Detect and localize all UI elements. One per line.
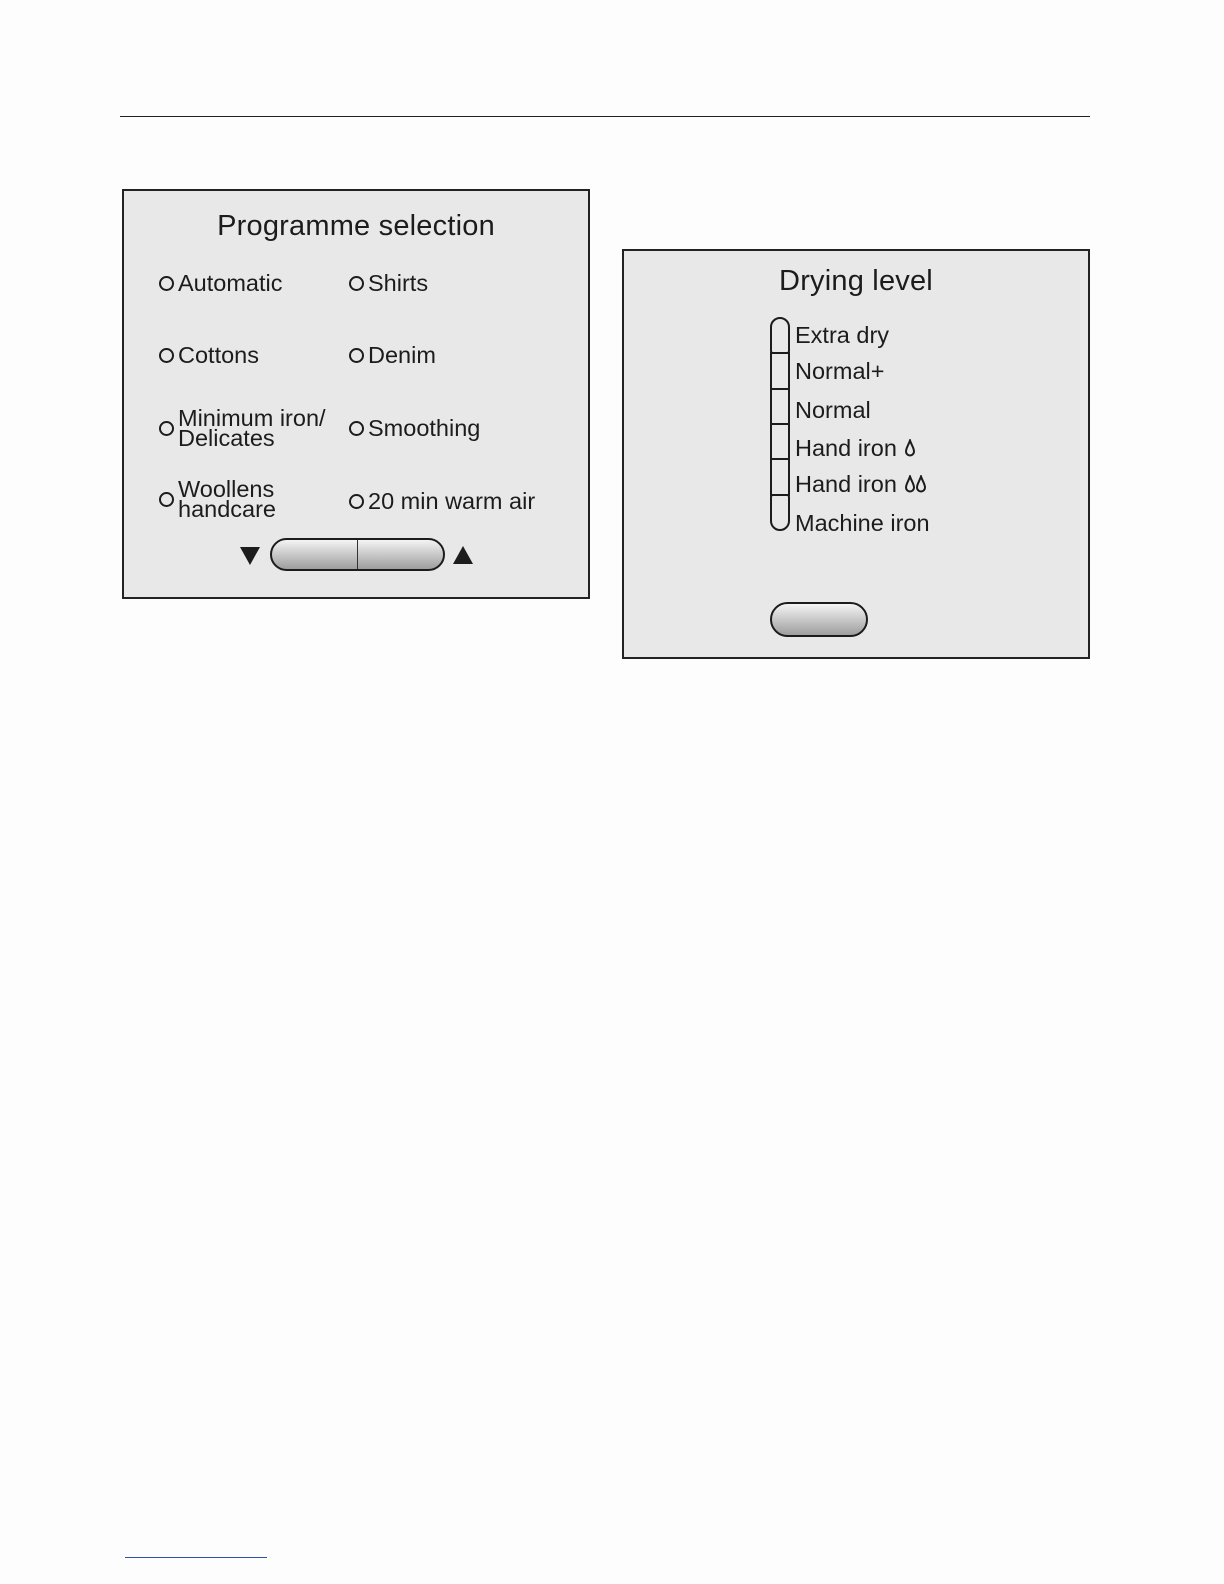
drying-level-title: Drying level bbox=[779, 265, 933, 297]
header-rule bbox=[120, 116, 1090, 117]
programme-option-cottons[interactable] bbox=[159, 342, 259, 368]
programme-rocker-button bbox=[270, 538, 445, 571]
level-indicator-segment bbox=[770, 388, 790, 425]
radio-indicator-icon bbox=[349, 348, 364, 363]
drying-level-extra-dry: Extra dry bbox=[795, 322, 890, 348]
single-drop-icon bbox=[905, 439, 915, 457]
radio-indicator-icon bbox=[159, 276, 174, 291]
programme-option-label: Shirts bbox=[368, 270, 429, 296]
level-indicator-segment bbox=[770, 494, 790, 531]
drying-level-button[interactable] bbox=[770, 602, 868, 637]
programme-option-label: Minimum iron/ Delicates bbox=[178, 405, 326, 451]
drying-level-hand-iron-1: Hand iron bbox=[795, 434, 915, 462]
drying-level-indicator bbox=[770, 317, 790, 541]
programme-option-label: Automatic bbox=[178, 270, 283, 296]
level-indicator-segment bbox=[770, 458, 790, 495]
radio-indicator-icon bbox=[159, 348, 174, 363]
level-indicator-segment bbox=[770, 352, 790, 389]
programme-down-button[interactable] bbox=[272, 540, 357, 569]
radio-indicator-icon bbox=[349, 421, 364, 436]
radio-indicator-icon bbox=[159, 421, 174, 436]
programme-selection-panel bbox=[122, 189, 590, 599]
programme-option-20-min-warm-air[interactable] bbox=[349, 488, 536, 514]
radio-indicator-icon bbox=[159, 492, 174, 507]
programme-option-denim[interactable] bbox=[349, 342, 436, 368]
footer-rule bbox=[125, 1557, 267, 1558]
programme-option-automatic[interactable] bbox=[159, 270, 283, 296]
programme-option-shirts[interactable] bbox=[349, 270, 429, 296]
radio-indicator-icon bbox=[349, 494, 364, 509]
programme-option-label: Smoothing bbox=[368, 415, 481, 441]
arrow-down-icon bbox=[240, 547, 260, 565]
double-drop-icon bbox=[905, 475, 926, 493]
arrow-up-icon bbox=[453, 546, 473, 564]
level-indicator-segment bbox=[770, 317, 790, 354]
drying-level-normal: Normal bbox=[795, 397, 871, 423]
programme-option-label: Woollens handcare bbox=[178, 476, 276, 522]
programme-option-minimum-iron-delicates[interactable] bbox=[159, 405, 326, 451]
radio-indicator-icon bbox=[349, 276, 364, 291]
level-indicator-segment bbox=[770, 423, 790, 460]
programme-option-label: Denim bbox=[368, 342, 436, 368]
drying-level-hand-iron-2: Hand iron bbox=[795, 470, 926, 498]
programme-option-label: Cottons bbox=[178, 342, 259, 368]
programme-up-button[interactable] bbox=[357, 540, 443, 569]
drying-level-normal-plus: Normal+ bbox=[795, 358, 885, 384]
drying-level-machine-iron: Machine iron bbox=[795, 510, 930, 536]
programme-option-smoothing[interactable] bbox=[349, 415, 481, 441]
programme-selection-title: Programme selection bbox=[217, 210, 495, 242]
programme-option-woollens-handcare[interactable] bbox=[159, 476, 276, 522]
drying-level-panel bbox=[622, 249, 1090, 659]
programme-option-label: 20 min warm air bbox=[368, 488, 536, 514]
